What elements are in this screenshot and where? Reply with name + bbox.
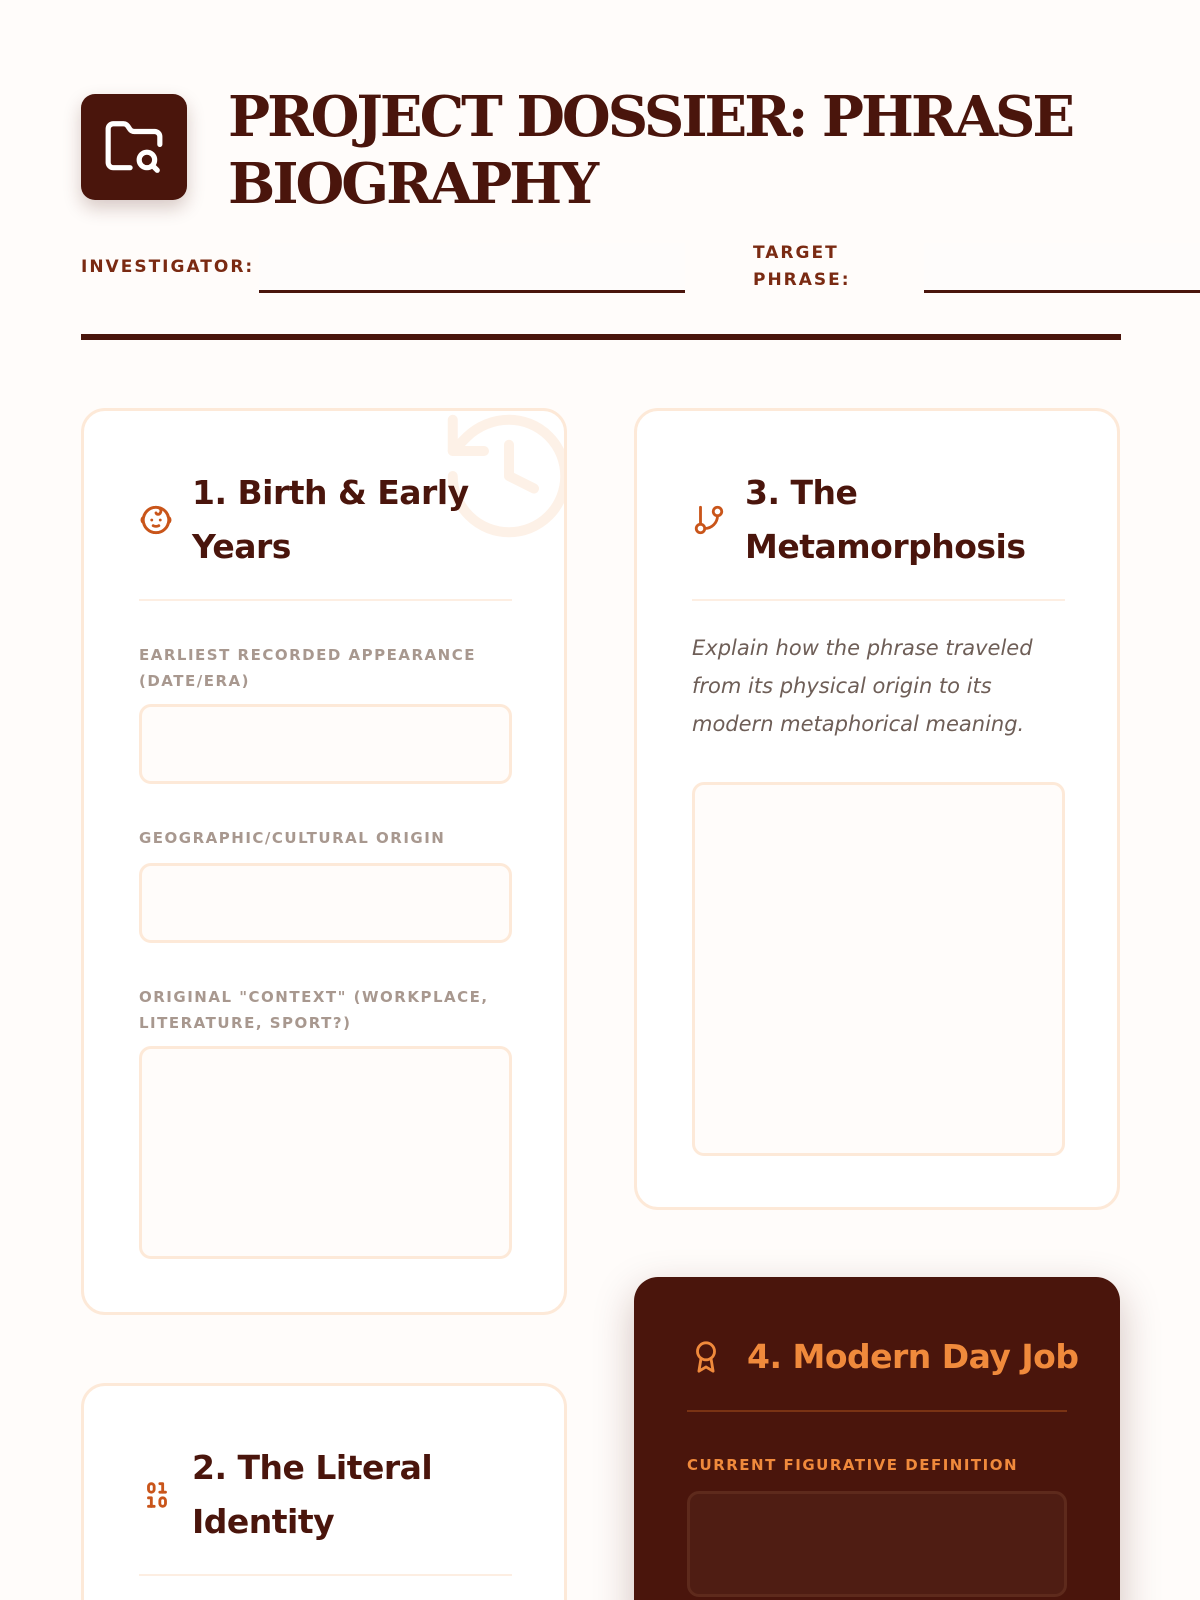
git-branch-icon (692, 503, 726, 537)
earliest-appearance-input[interactable] (139, 704, 512, 784)
award-ribbon-icon (689, 1337, 723, 1377)
figurative-definition-input[interactable] (687, 1491, 1067, 1597)
geographic-origin-input[interactable] (139, 863, 512, 943)
original-context-input[interactable] (139, 1046, 512, 1259)
literal-identity-card (81, 1383, 567, 1600)
birth-card-divider (139, 599, 512, 601)
binary-icon (140, 1478, 174, 1512)
original-context-label: ORIGINAL "CONTEXT" (WORKPLACE, LITERATURE, SPORT?) (139, 988, 489, 1032)
target-phrase-input[interactable] (924, 243, 1200, 293)
baby-face-icon (139, 503, 173, 537)
modern-card-divider (687, 1410, 1067, 1412)
geographic-origin-label: GEOGRAPHIC/CULTURAL ORIGIN (139, 829, 446, 847)
investigator-input[interactable] (259, 243, 685, 293)
metamorphosis-card (634, 408, 1120, 1210)
literal-card-title: 2. The Literal Identity (192, 1448, 433, 1541)
target-phrase-label-line1: TARGET (753, 243, 839, 263)
investigator-label: INVESTIGATOR: (81, 257, 255, 277)
folder-search-tile (81, 94, 187, 200)
figurative-definition-label: CURRENT FIGURATIVE DEFINITION (687, 1456, 1019, 1474)
folder-search-icon (103, 116, 165, 178)
modern-card-title: 4. Modern Day Job (747, 1337, 1079, 1376)
header-divider (81, 334, 1121, 340)
metamorphosis-card-divider (692, 599, 1065, 601)
metamorphosis-instructions: Explain how the phrase traveled from its physical origin to its modern metaphorical meaning. (692, 636, 1033, 736)
birth-early-years-card (81, 408, 567, 1315)
metamorphosis-input[interactable] (692, 782, 1065, 1156)
modern-day-job-card (634, 1277, 1120, 1600)
page-title: PROJECT DOSSIER: PHRASE BIOGRAPHY (228, 84, 1073, 217)
birth-card-title: 1. Birth & Early Years (192, 473, 469, 566)
metamorphosis-card-title: 3. The Metamorphosis (745, 473, 1026, 566)
literal-card-divider (139, 1574, 512, 1576)
earliest-appearance-label: EARLIEST RECORDED APPEARANCE (DATE/ERA) (139, 646, 476, 690)
target-phrase-label-line2: PHRASE: (753, 270, 851, 290)
